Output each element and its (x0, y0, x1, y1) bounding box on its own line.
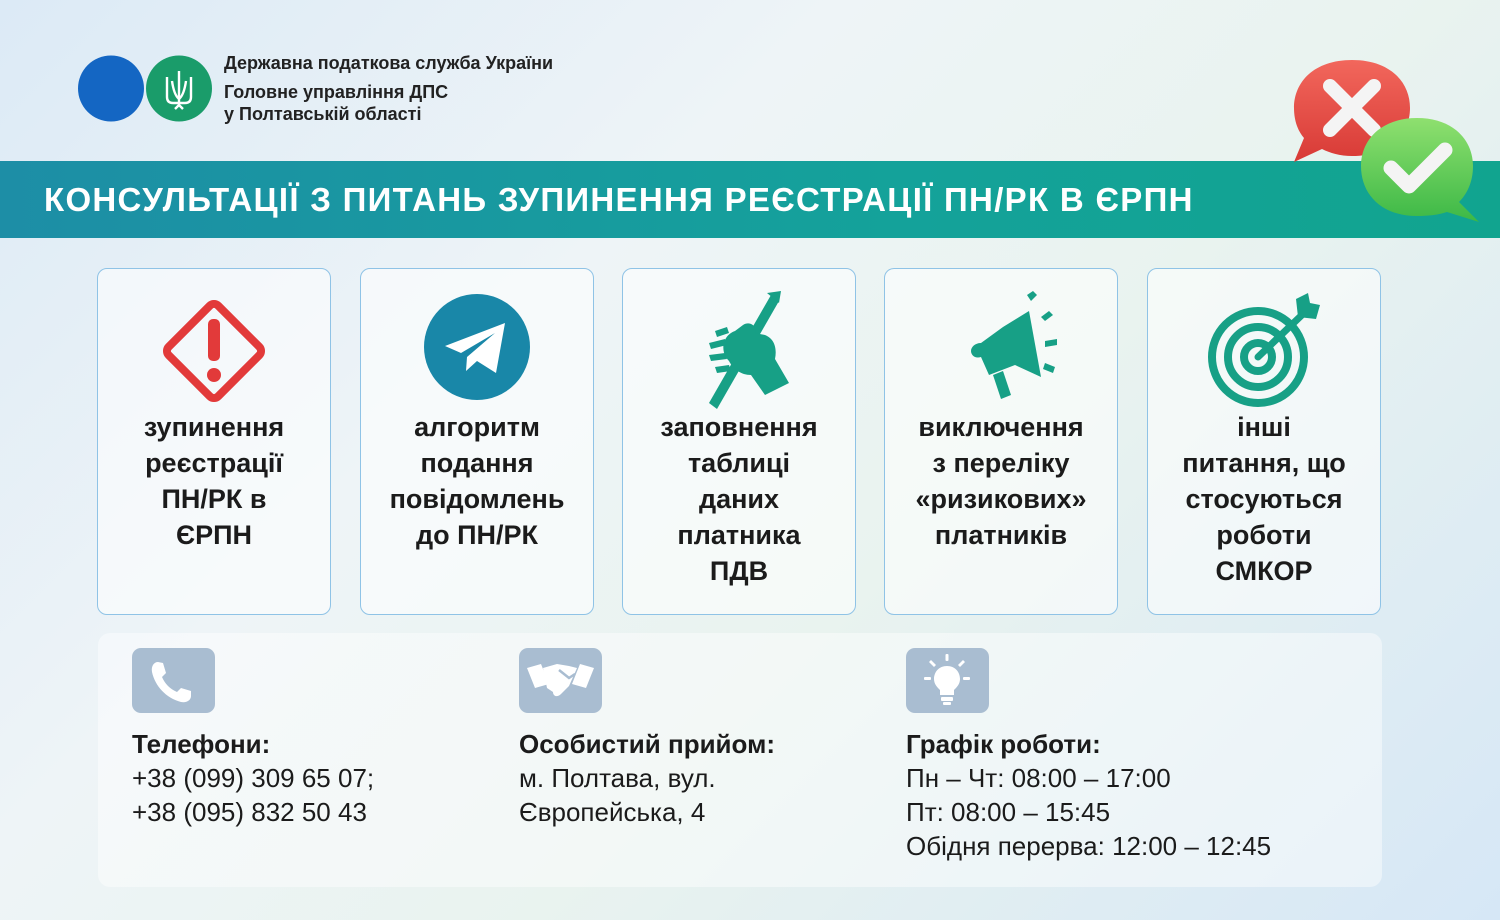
topic-label-line: «ризикових» (915, 484, 1087, 514)
schedule-fri: Пт: 08:00 – 15:45 (906, 797, 1111, 827)
dps-logo (78, 55, 213, 122)
handshake-icon (519, 648, 602, 713)
topic-label-line: стосуються (1185, 484, 1343, 514)
topic-label-line: таблиці (687, 448, 791, 478)
topic-label-line: з переліку (932, 448, 1070, 478)
topic-card-notification-algorithm (360, 268, 594, 615)
check-bubble-icon (1355, 112, 1485, 232)
phone-number-1[interactable]: +38 (099) 309 65 07; (132, 763, 375, 793)
hand-pen-icon (679, 291, 799, 411)
topic-label-line: питання, що (1182, 448, 1346, 478)
reception-title: Особистий прийом: (519, 729, 775, 759)
topic-label-line: заповнення (660, 412, 818, 442)
topic-label-line: даних (698, 484, 780, 514)
schedule-mon-thu: Пн – Чт: 08:00 – 17:00 (906, 763, 1171, 793)
reception-text (519, 727, 775, 829)
schedule-lunch: Обідня перерва: 12:00 – 12:45 (906, 831, 1272, 861)
lightbulb-icon (906, 648, 989, 713)
warning-icon (154, 291, 274, 411)
topic-label-line: роботи (1216, 520, 1312, 550)
schedule-text (906, 727, 1271, 863)
org-line-3: у Полтавській області (224, 104, 422, 124)
topic-label (631, 409, 847, 589)
org-line-1: Державна податкова служба України (224, 53, 554, 73)
topic-label-line: інші (1237, 412, 1291, 442)
title-banner (0, 161, 1500, 238)
topic-label-line: ЄРПН (175, 520, 253, 550)
topic-label-line: зупинення (143, 412, 285, 442)
topic-card-filling-table (622, 268, 856, 615)
org-line-2: Головне управління ДПС (224, 82, 449, 102)
topic-label-line: ПДВ (709, 556, 769, 586)
topic-label (106, 409, 322, 553)
schedule-title: Графік роботи: (906, 729, 1101, 759)
topic-label-line: платника (677, 520, 801, 550)
phones-title: Телефони: (132, 729, 271, 759)
topic-label-line: реєстрації (145, 448, 283, 478)
phones-text (132, 727, 374, 829)
contacts-panel (98, 633, 1382, 887)
topic-label-line: платників (934, 520, 1068, 550)
topic-label-line: виключення (918, 412, 1084, 442)
telegram-icon (417, 291, 537, 411)
reception-address-line-1: м. Полтава, вул. (519, 763, 716, 793)
topic-card-registration-stop (97, 268, 331, 615)
topic-label-line: подання (420, 448, 534, 478)
reception-address-line-2: Європейська, 4 (519, 797, 706, 827)
topic-label-line: повідомлень (389, 484, 565, 514)
topic-card-other-questions (1147, 268, 1381, 615)
phone-number-2[interactable]: +38 (095) 832 50 43 (132, 797, 367, 827)
topic-label-line: алгоритм (414, 412, 540, 442)
target-icon (1204, 291, 1324, 411)
topic-label-line: СМКОР (1215, 556, 1313, 586)
topic-label-line: до ПН/РК (415, 520, 539, 550)
page-title: КОНСУЛЬТАЦІЇ З ПИТАНЬ ЗУПИНЕННЯ РЕЄСТРАЦІЇ ПН/РК В ЄРПН (44, 181, 1194, 218)
topic-label (369, 409, 585, 553)
topic-label (893, 409, 1109, 553)
topic-card-risky-payers (884, 268, 1118, 615)
megaphone-icon (941, 291, 1061, 411)
topic-label (1156, 409, 1372, 589)
organization-name (224, 52, 553, 125)
phone-icon (132, 648, 215, 713)
topic-label-line: ПН/РК в (161, 484, 267, 514)
